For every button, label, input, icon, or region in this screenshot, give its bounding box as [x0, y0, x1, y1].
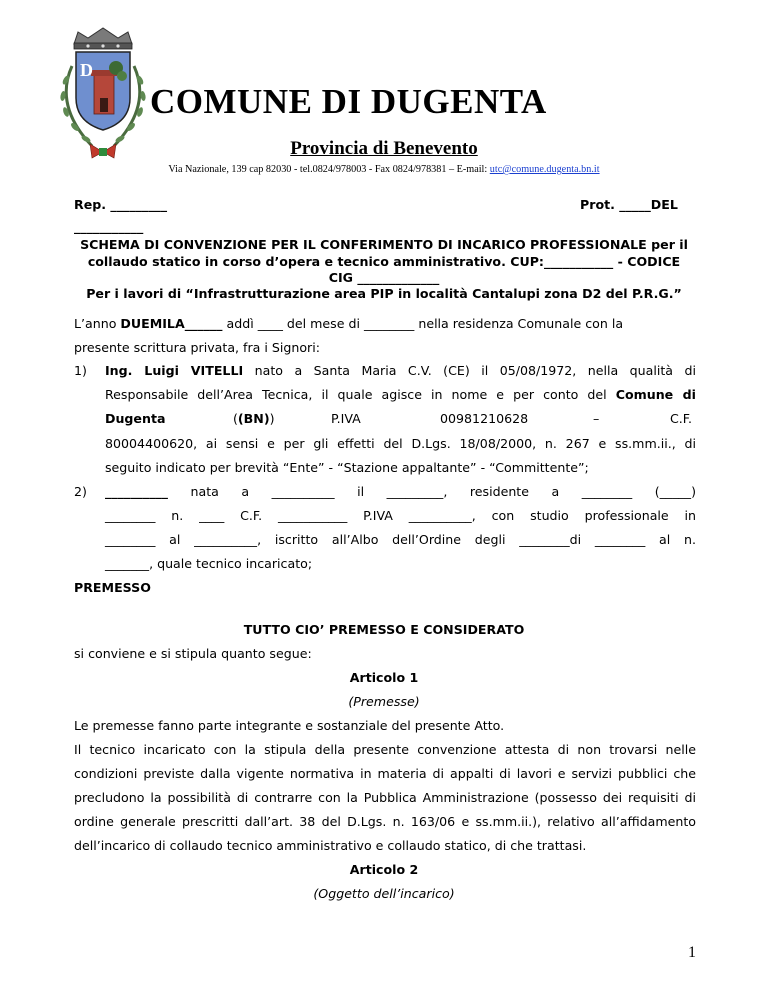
item-2-line-2: ________ n. ____ C.F. ___________ P.IVA __________, con studio professionale in [105, 508, 696, 523]
item-1-line-2 [105, 387, 696, 402]
item-1-number: 1) [74, 363, 87, 378]
paragraph-1: Le premesse fanno parte integrante e sostanziale del presente Atto. [74, 718, 505, 733]
paragraph-2-line-1: Il tecnico incaricato con la stipula della presente convenzione attesta di non trovarsi nelle [74, 742, 696, 757]
prot-number: Prot. _____DEL [580, 197, 678, 212]
item-1-line-5: seguito indicato per brevità “Ente” - “Stazione appaltante” - “Committente”; [105, 460, 589, 475]
intro-line-2: presente scrittura privata, fra i Signori: [74, 340, 320, 355]
paragraph-2-line-4: ordine generale prescritti dall’art. 38 del D.Lgs. n. 163/06 e ss.mm.ii.), relativo all’affidamento [74, 814, 696, 829]
rep-number: Rep. _________ [74, 197, 168, 212]
signatory-role: Responsabile dell’Area Tecnica, il quale agisce in nome e per conto del [105, 387, 616, 402]
item-1-line-1 [105, 363, 696, 378]
article-1-subtitle: (Premesse) [348, 694, 420, 709]
professional-birth: nata a __________ il _________, residente a ________ (_____) [167, 484, 696, 499]
intro-year: DUEMILA______ [120, 316, 223, 331]
piva-label: P.IVA [331, 411, 361, 426]
signatory-birth: nato a Santa Maria C.V. (CE) il 05/08/1972, nella qualità di [243, 363, 696, 378]
heading-line-2: collaudo statico in corso d’opera e tecnico amministrativo. CUP:___________ - CODICE [87, 254, 681, 269]
piva-value: 00981210628 [440, 411, 529, 426]
paragraph-2-line-5: dell’incarico di collaudo tecnico amministrativo e collaudo statico, di che trattasi. [74, 838, 587, 853]
item-1-line-4: 80004400620, ai sensi e per gli effetti del D.Lgs. 18/08/2000, n. 267 e ss.mm.ii., di [105, 436, 696, 451]
heading-line-1: SCHEMA DI CONVENZIONE PER IL CONFERIMENTO DI INCARICO PROFESSIONALE per il [80, 237, 688, 252]
comune-name: Dugenta [105, 411, 166, 426]
crest-letter: D [80, 60, 93, 80]
item-2-line-4: _______, quale tecnico incaricato; [105, 556, 313, 571]
item-2-line-1 [105, 484, 696, 499]
paragraph-2-line-3: precludono la possibilità di contrarre con la Pubblica Amministrazione (possesso dei requisiti di [74, 790, 696, 805]
contact-address [0, 164, 768, 175]
cf-label: C.F. [670, 411, 693, 426]
paragraph-2-line-2: condizioni previste dalla vigente normativa in materia di appalti di lavori e servizi pubblici che [74, 766, 696, 781]
item-2-line-3: ________ al __________, iscritto all’Albo dell’Ordine degli ________di ________ al n. [105, 532, 696, 547]
item-2-number: 2) [74, 484, 87, 499]
article-2-title: Articolo 2 [349, 862, 419, 877]
dash-separator: – [593, 411, 600, 426]
tutto-premesso-heading: TUTTO CIO’ PREMESSO E CONSIDERATO [243, 622, 525, 637]
rep-continuation: ___________ [74, 219, 144, 234]
province-code-value: (BN) [237, 411, 270, 426]
page-number: 1 [688, 944, 696, 961]
province-name: Provincia di Benevento [290, 138, 478, 159]
signatory-name: Ing. Luigi VITELLI [105, 363, 244, 378]
intro-year-prefix: L’anno [74, 316, 121, 331]
comune-label: Comune di [615, 387, 696, 402]
municipality-title: COMUNE DI DUGENTA [150, 82, 547, 121]
professional-name-blank: __________ [105, 484, 168, 499]
province-code: ((BN)) [233, 411, 275, 426]
email-link[interactable]: utc@comune.dugenta.bn.it [489, 164, 600, 175]
premesso-heading: PREMESSO [74, 580, 151, 595]
intro-line-1 [74, 316, 696, 331]
heading-line-4: Per i lavori di “Infrastrutturazione area PIP in località Cantalupi zona D2 del P.R.G.” [86, 286, 682, 301]
address-text: Via Nazionale, 139 cap 82030 - tel.0824/978003 - Fax 0824/978381 – E-mail: [168, 164, 490, 175]
conviene-line: si conviene e si stipula quanto segue: [74, 646, 312, 661]
article-2-subtitle: (Oggetto dell’incarico) [313, 886, 455, 901]
article-1-title: Articolo 1 [349, 670, 419, 685]
intro-date-rest: addì ____ del mese di ________ nella residenza Comunale con la [222, 316, 624, 331]
heading-line-3: CIG _____________ [328, 270, 440, 285]
